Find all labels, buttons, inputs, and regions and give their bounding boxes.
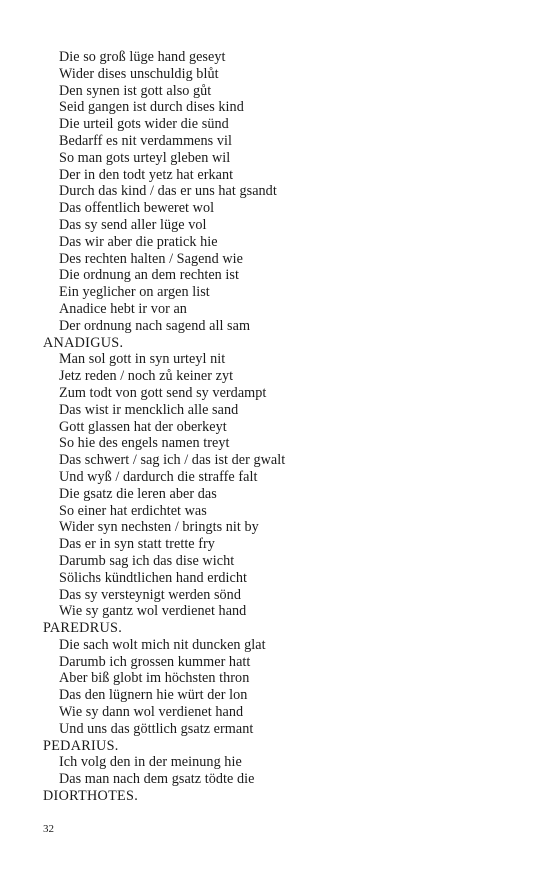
speaker-name: PAREDRUS. [43,620,123,637]
verse-line: Und uns das göttlich gsatz ermant [59,720,254,737]
verse-line: Das man nach dem gsatz tödte die [59,771,255,788]
verse-line: Das sy send aller lüge vol [59,216,207,233]
verse-line: Anadice hebt ir vor an [59,300,187,317]
verse-line: Der in den todt yetz hat erkant [59,166,234,183]
verse-line: Das schwert / sag ich / das ist der gwalt [59,452,286,469]
speaker-name: ANADIGUS. [43,334,124,351]
verse-line: Die gsatz die leren aber das [59,485,217,502]
verse-line: So einer hat erdichtet was [59,502,207,519]
verse-line: Das den lügnern hie würt der lon [59,687,248,704]
verse-line: Das sy versteynigt werden sönd [59,586,241,603]
verse-line: Ich volg den in der meinung hie [59,754,242,771]
verse-line: Darumb ich grossen kummer hatt [59,653,251,670]
verse-line: So man gots urteyl gleben wil [59,149,231,166]
verse-line: Wider syn nechsten / bringts nit by [59,519,259,536]
speaker-name: PEDARIUS. [43,737,119,754]
verse-line: Das offentlich beweret wol [59,200,215,217]
verse-line: Aber biß globt im höchsten thron [59,670,250,687]
verse-line: Das er in syn statt trette fry [59,536,215,553]
verse-line: Wie sy gantz wol verdienet hand [59,603,247,620]
verse-text-block [43,49,513,805]
verse-line: Die ordnung an dem rechten ist [59,267,239,284]
verse-line: Durch das kind / das er uns hat gsandt [59,183,277,200]
verse-line: Der ordnung nach sagend all sam [59,317,251,334]
verse-line: Die urteil gots wider die sünd [59,116,229,133]
verse-line: Die sach wolt mich nit duncken glat [59,636,266,653]
verse-line: Sölichs kündtlichen hand erdicht [59,569,247,586]
verse-line: Das wir aber die pratick hie [59,233,218,250]
page-number: 32 [43,823,54,835]
verse-line: Des rechten halten / Sagend wie [59,250,243,267]
verse-line: Gott glassen hat der oberkeyt [59,418,227,435]
verse-line: Bedarff es nit verdammens vil [59,132,232,149]
verse-line: Seid gangen ist durch dises kind [59,99,244,116]
verse-line: Zum todt von gott send sy verdampt [59,384,267,401]
verse-line: Man sol gott in syn urteyl nit [59,351,226,368]
verse-line: Und wyß / dardurch die straffe falt [59,468,258,485]
speaker-name: DIORTHOTES. [43,788,139,805]
verse-line: So hie des engels namen treyt [59,435,230,452]
verse-line: Jetz reden / noch zů keiner zyt [59,368,234,385]
verse-line: Darumb sag ich das dise wicht [59,552,235,569]
verse-line: Wie sy dann wol verdienet hand [59,704,244,721]
verse-line: Den synen ist gott also gůt [59,82,212,99]
verse-line: Wider dises unschuldig blůt [59,65,219,82]
verse-line: Ein yeglicher on argen list [59,284,210,301]
verse-line: Die so groß lüge hand geseyt [59,49,226,65]
verse-line: Das wist ir mencklich alle sand [59,401,239,418]
